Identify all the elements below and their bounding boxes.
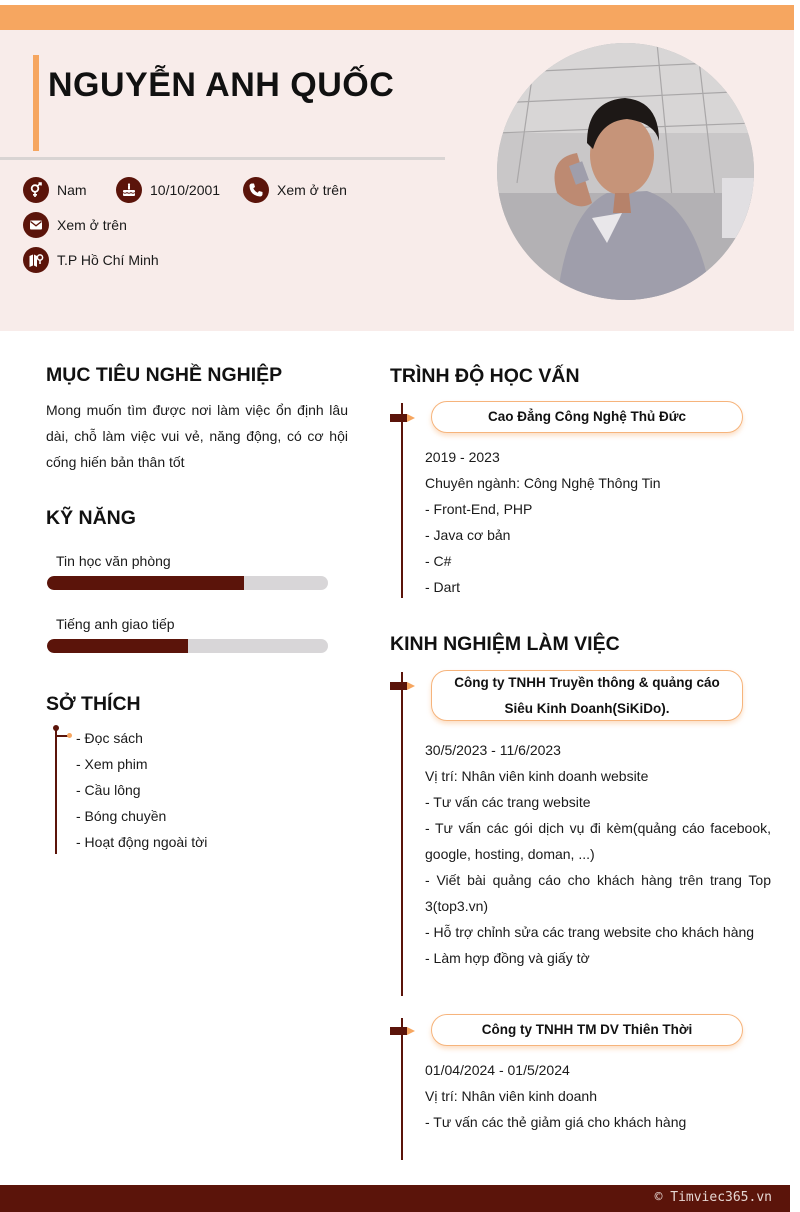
phone-value: Xem ở trên <box>277 182 347 198</box>
education-timeline-line <box>401 403 403 598</box>
list-item: - Làm hợp đồng và giấy tờ <box>425 950 590 966</box>
job-details <box>425 737 771 971</box>
job-details <box>425 1057 771 1135</box>
list-item: - Bóng chuyền <box>76 808 167 824</box>
list-item: - Cầu lông <box>76 782 141 798</box>
birthday-info <box>116 177 220 203</box>
company-name: Công ty TNHH TM DV Thiên Thời <box>431 1014 743 1046</box>
skill-bar <box>47 576 328 590</box>
skill-bar-fill <box>47 576 244 590</box>
list-item: - Tư vấn các gói dịch vụ đi kèm(quảng cáo facebook, google, hosting, doman, ...) <box>425 820 771 862</box>
email-info[interactable] <box>23 212 127 238</box>
profile-photo <box>497 43 754 300</box>
map-icon <box>23 247 49 273</box>
gender-info <box>23 177 87 203</box>
job-position: Vị trí: Nhân viên kinh doanh website <box>425 768 649 784</box>
skill-label: Tiếng anh giao tiếp <box>56 616 175 632</box>
hobby-timeline-dot <box>53 725 59 731</box>
gender-value: Nam <box>57 182 87 198</box>
skill-bar-fill <box>47 639 188 653</box>
job-period: 01/04/2024 - 01/5/2024 <box>425 1062 570 1078</box>
education-title: TRÌNH ĐỘ HỌC VẤN <box>390 365 580 387</box>
company-name: Công ty TNHH Truyền thông & quảng cáo Siêu Kinh Doanh(SiKiDo). <box>431 670 743 721</box>
email-value: Xem ở trên <box>57 217 127 233</box>
name-divider <box>0 157 445 160</box>
list-item: - C# <box>425 553 452 569</box>
experience-timeline-line <box>401 1018 403 1160</box>
skill-label: Tin học văn phòng <box>56 553 171 569</box>
list-item: - Đọc sách <box>76 730 143 746</box>
name-accent-bar <box>33 55 39 151</box>
list-item: - Viết bài quảng cáo cho khách hàng trên trang Top 3(top3.vn) <box>425 872 771 914</box>
phone-info[interactable] <box>243 177 347 203</box>
education-period: 2019 - 2023 <box>425 449 500 465</box>
career-objective-title: MỤC TIÊU NGHỀ NGHIỆP <box>46 364 283 386</box>
list-item: - Tư vấn các thẻ giảm giá cho khách hàng <box>425 1114 687 1130</box>
mail-icon <box>23 212 49 238</box>
list-item: - Front-End, PHP <box>425 501 533 517</box>
birthday-cake-icon <box>116 177 142 203</box>
job-position: Vị trí: Nhân viên kinh doanh <box>425 1088 597 1104</box>
skill-bar <box>47 639 328 653</box>
experience-timeline-line <box>401 672 403 996</box>
footer-bar <box>0 1185 790 1212</box>
hobbies-title: SỞ THÍCH <box>46 693 141 715</box>
hobby-timeline-line <box>55 728 57 854</box>
list-item: - Java cơ bản <box>425 527 511 543</box>
birthday-value: 10/10/2001 <box>150 182 221 198</box>
top-accent-bar <box>0 5 794 30</box>
list-item: - Tư vấn các trang website <box>425 794 591 810</box>
list-item: - Hỗ trợ chỉnh sửa các trang website cho khách hàng <box>425 924 755 940</box>
candidate-name: NGUYỄN ANH QUỐC <box>48 66 395 104</box>
experience-title: KINH NGHIỆM LÀM VIỆC <box>390 633 620 655</box>
list-item: - Dart <box>425 579 460 595</box>
address-value: T.P Hồ Chí Minh <box>57 252 159 268</box>
career-objective-text: Mong muốn tìm được nơi làm việc ổn định lâu dài, chỗ làm việc vui vẻ, năng động, có cơ hội cống hiến bản thân tốt <box>46 402 348 470</box>
education-major: Chuyên ngành: Công Nghệ Thông Tin <box>425 475 661 491</box>
timeline-marker <box>390 414 416 422</box>
job-period: 30/5/2023 - 11/6/2023 <box>425 742 561 758</box>
school-name: Cao Đẳng Công Nghệ Thủ Đức <box>431 401 743 433</box>
list-item: - Hoạt động ngoài tời <box>76 834 208 850</box>
footer-watermark: © Timviec365.vn <box>654 1190 772 1205</box>
timeline-marker <box>390 682 416 690</box>
hobby-timeline-tick-end <box>67 733 72 738</box>
list-item: - Xem phim <box>76 756 148 772</box>
gender-icon <box>23 177 49 203</box>
phone-icon <box>243 177 269 203</box>
hobby-list <box>76 725 207 855</box>
address-info <box>23 247 159 273</box>
skills-title: KỸ NĂNG <box>46 507 136 529</box>
education-details <box>425 444 771 600</box>
timeline-marker <box>390 1027 416 1035</box>
